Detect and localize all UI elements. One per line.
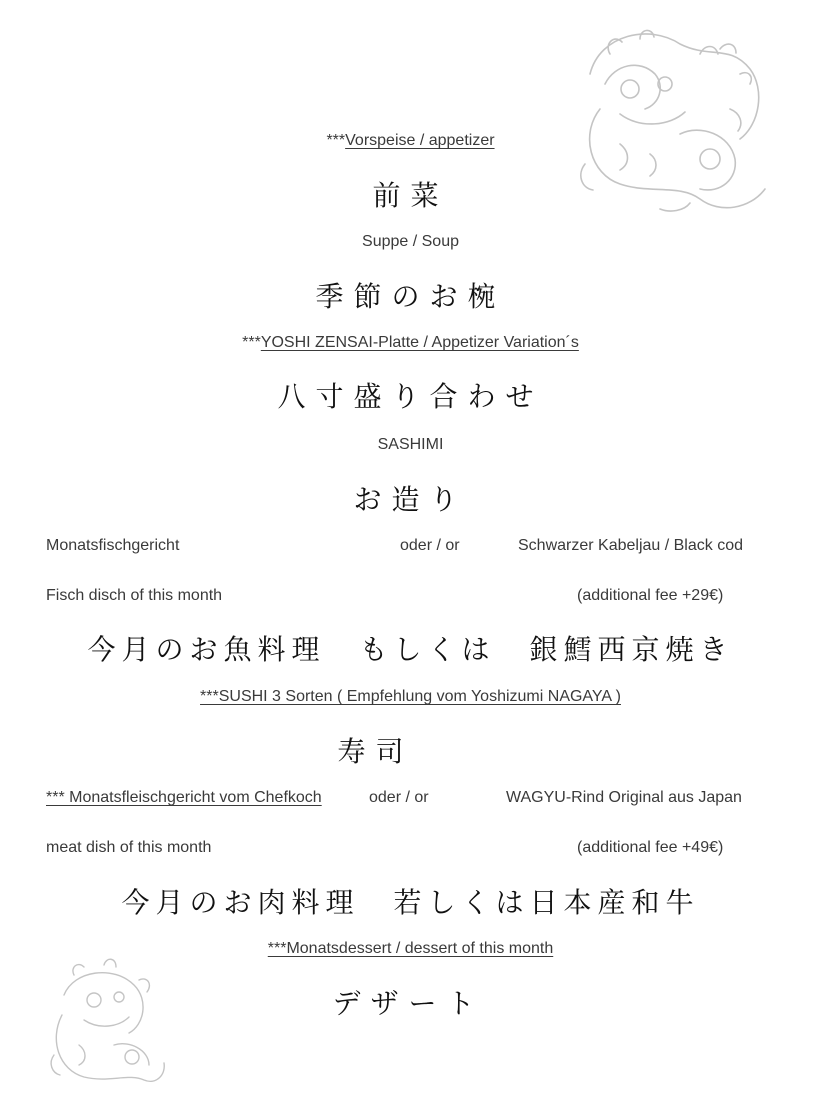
course-appetizer-prefix: ***: [326, 132, 346, 149]
course-fish-left-2: Fisch disch of this month: [46, 587, 223, 604]
course-meat-fee: (additional fee +49€): [577, 839, 724, 856]
course-sashimi-japanese: お造り: [353, 483, 468, 516]
course-sushi-japanese: 寿司: [337, 735, 414, 768]
course-dessert-japanese: デザート: [332, 987, 485, 1020]
course-sushi-title: [0, 688, 821, 706]
lion-dog-drawing-bottom: [44, 955, 174, 1090]
course-meat-or: oder / or: [369, 789, 429, 806]
course-zensai-japanese: 八寸盛り合わせ: [277, 380, 544, 413]
course-sashimi-title: SASHIMI: [377, 436, 444, 453]
course-fish-japanese: 今月のお魚料理 もしくは 銀鱈西京焼き: [87, 633, 734, 666]
course-fish-right: Schwarzer Kabeljau / Black cod: [518, 537, 743, 554]
course-fish-row-2: [0, 587, 821, 611]
course-fish-left: Monatsfischgericht: [46, 537, 180, 554]
course-meat-right: WAGYU-Rind Original aus Japan: [506, 789, 742, 806]
course-appetizer-title: [0, 132, 821, 150]
course-meat-left-2: meat dish of this month: [46, 839, 212, 856]
course-meat-japanese: 今月のお肉料理 若しくは日本産和牛: [121, 886, 700, 919]
course-appetizer-japanese: 前菜: [372, 179, 449, 212]
course-soup-title: Suppe / Soup: [362, 233, 459, 250]
course-fish-or: oder / or: [400, 537, 460, 554]
course-zensai-prefix: ***: [242, 334, 261, 351]
course-meat-row: [0, 789, 821, 813]
course-dessert-label: ***Monatsdessert / dessert of this month: [267, 940, 554, 957]
course-fish-row: [0, 537, 821, 561]
course-fish-fee: (additional fee +29€): [577, 587, 724, 604]
course-zensai-label: YOSHI ZENSAI-Platte / Appetizer Variation´s: [260, 334, 579, 351]
course-appetizer-label: Vorspeise / appetizer: [345, 132, 495, 149]
course-sushi-label: ***SUSHI 3 Sorten ( Empfehlung vom Yoshizumi NAGAYA ): [200, 688, 621, 705]
course-soup-japanese: 季節のお椀: [315, 280, 506, 313]
course-meat-row-2: [0, 839, 821, 863]
course-dessert-title: [0, 940, 821, 958]
course-zensai-title: [0, 334, 821, 352]
course-meat-left: *** Monatsfleischgericht vom Chefkoch: [46, 789, 322, 806]
